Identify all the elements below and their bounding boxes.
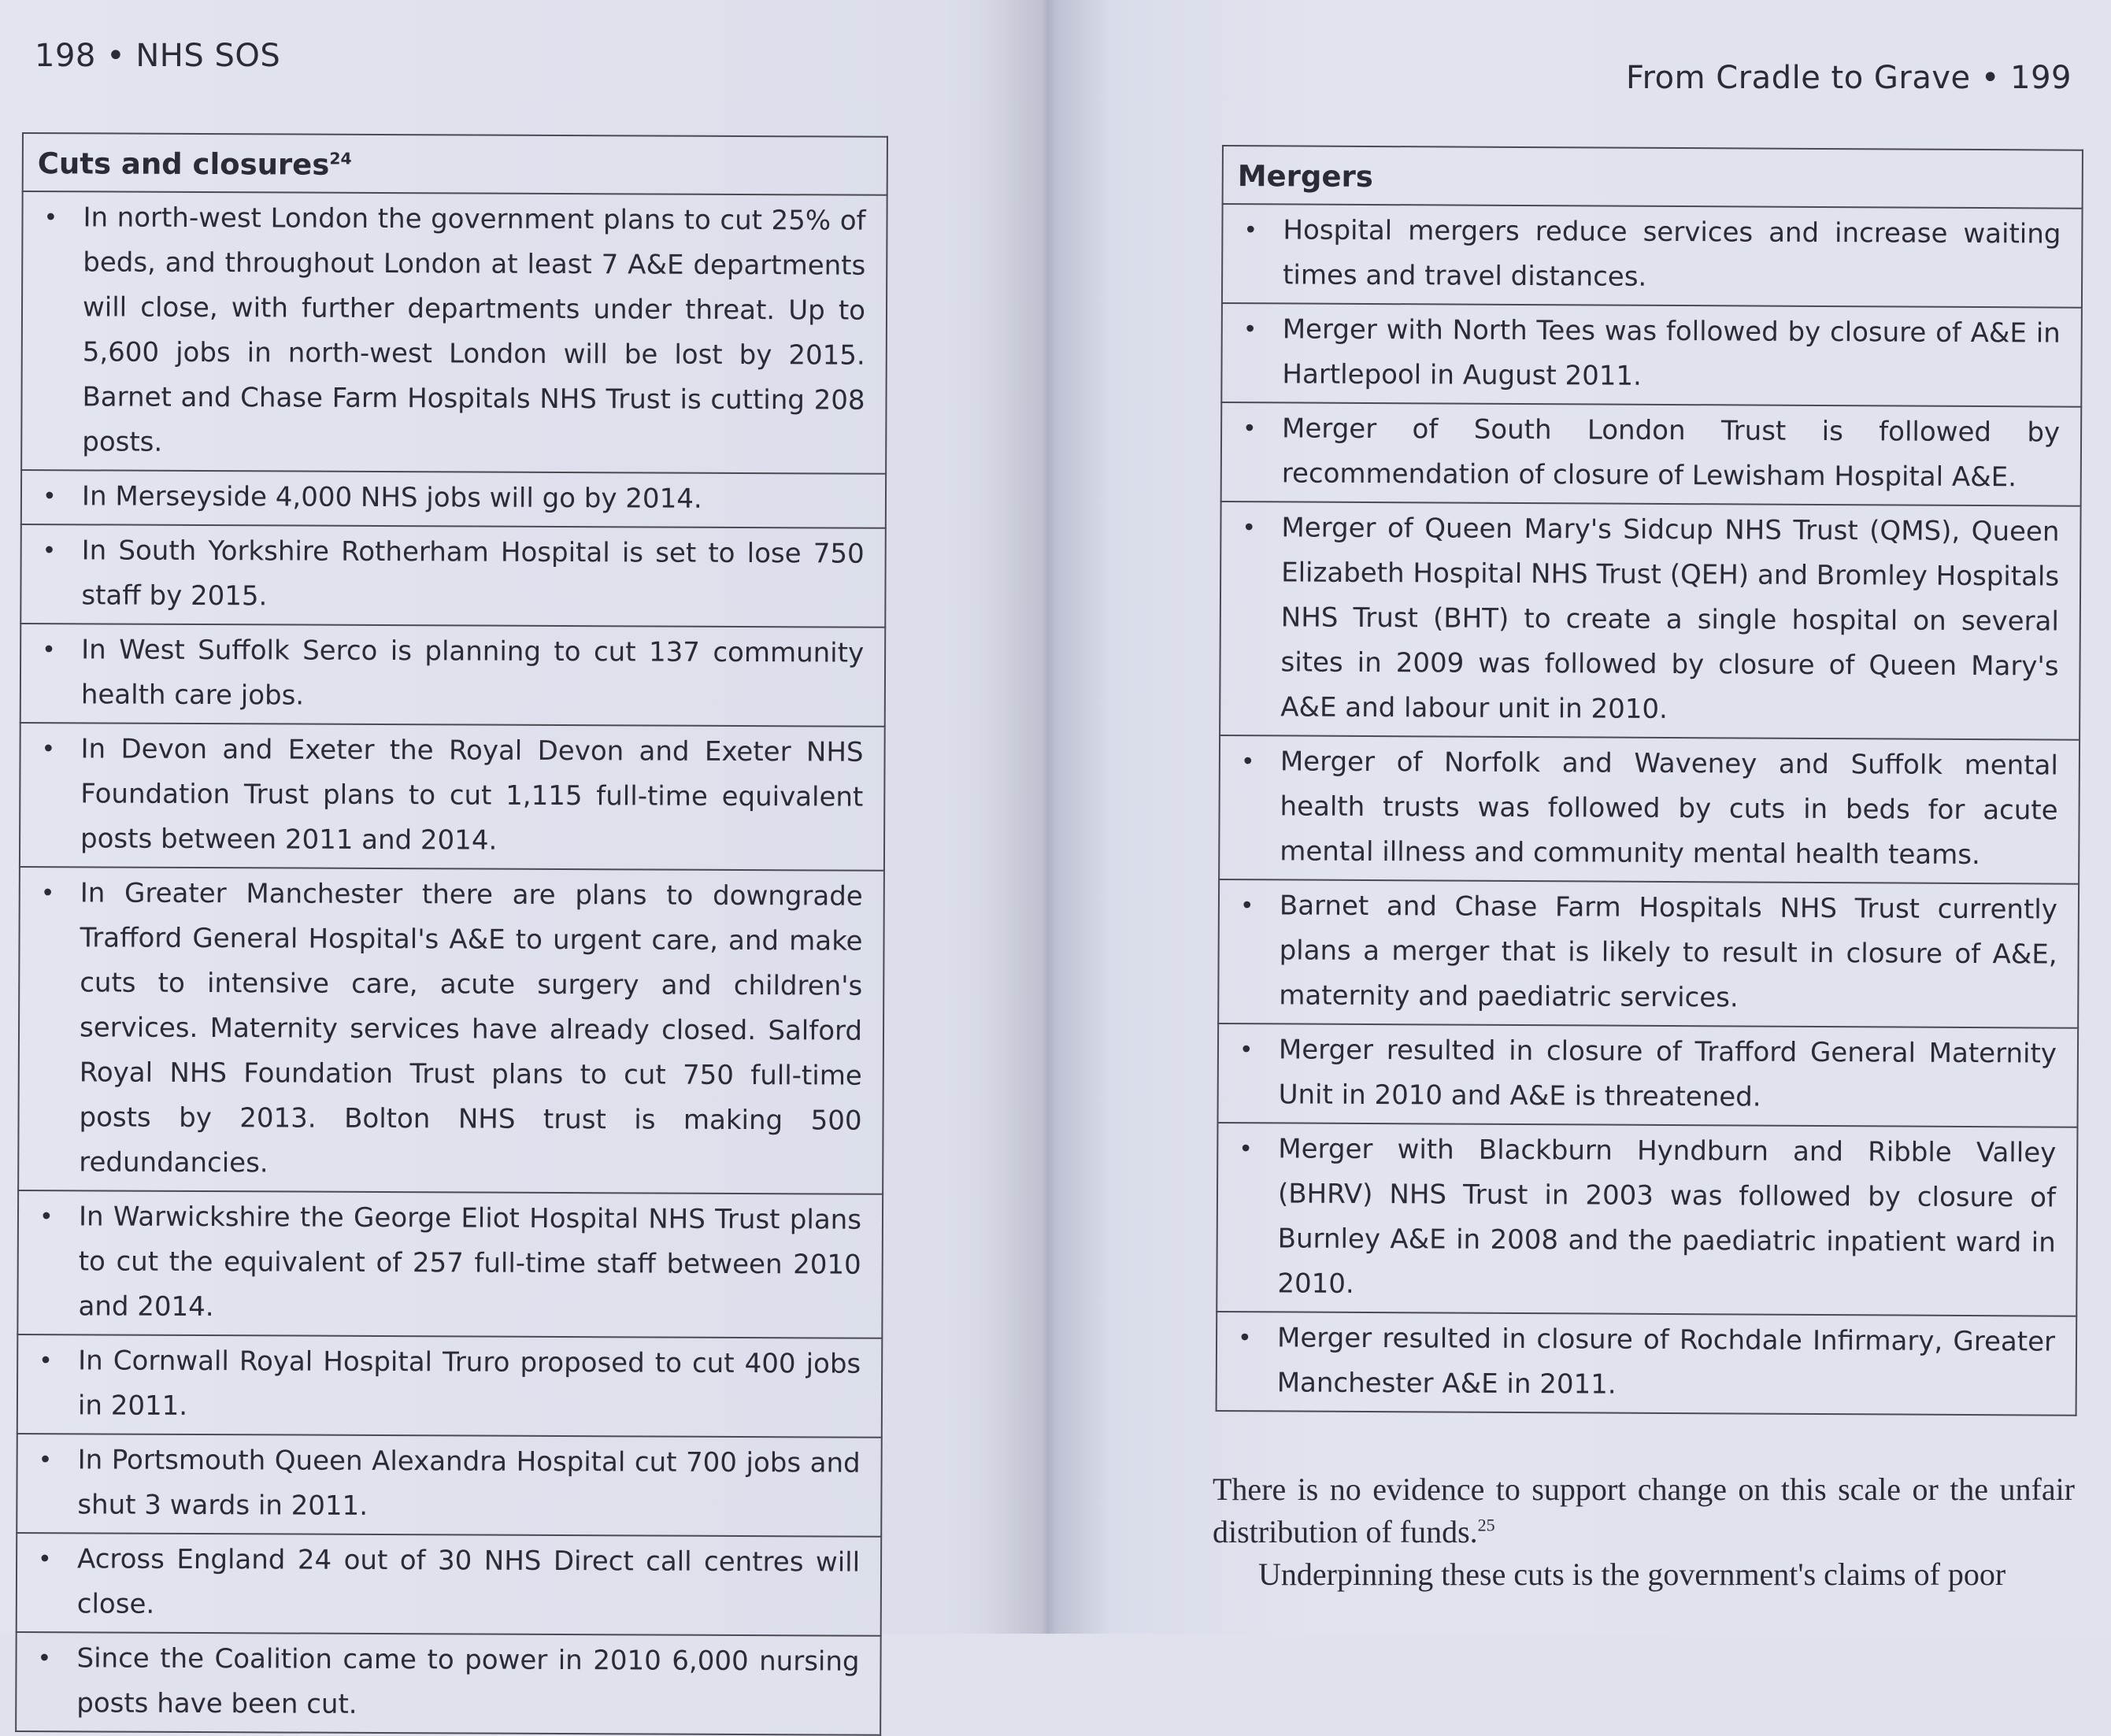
list-item: In Merseyside 4,000 NHS jobs will go by 2014. (81, 480, 702, 515)
bullet-icon: • (37, 1645, 52, 1673)
table-row (1222, 204, 2083, 308)
paragraph: There is no evidence to support change on this scale or the unfair distribution of funds.$^{25}$ (1213, 1471, 2075, 1549)
list-item: Since the Coalition came to power in 2010 6,000 nursing posts have been cut. (76, 1642, 860, 1720)
bullet-icon: • (38, 1545, 52, 1574)
left-page (0, 0, 1047, 1720)
bullet-icon: • (1243, 316, 1257, 344)
bullet-icon: • (38, 1446, 53, 1475)
list-item: Across England 24 out of 30 NHS Direct call centres will close. (76, 1543, 861, 1620)
list-item: Merger with Blackburn Hyndburn and Ribble Valley (BHRV) NHS Trust in 2003 was followed by closure of Burnley A&E in 2008 and the paediatric inpatient ward in 2010. (1277, 1133, 2057, 1300)
bullet-icon: • (1243, 217, 1258, 245)
table-row (1220, 502, 2081, 740)
list-item: In Cornwall Royal Hospital Truro proposed to cut 400 jobs in 2011. (77, 1345, 861, 1422)
mergers-table (1216, 145, 2083, 1416)
table-row (1221, 402, 2082, 506)
bullet-icon: • (43, 204, 58, 232)
list-item: Merger of Queen Mary's Sidcup NHS Trust (QMS), Queen Elizabeth Hospital NHS Trust (QEH) and Bromley Hospitals NHS Trust (BHT) to create a single hospital on several sites in 2009 was followed by closure of Queen Mary's A&E and labour unit in 2010. (1280, 512, 2060, 725)
table-row (20, 723, 885, 871)
mergers-table-title: Mergers (1223, 146, 2083, 209)
bullet-icon: • (41, 735, 56, 764)
list-item: In Warwickshire the George Eliot Hospital NHS Trust plans to cut the equivalent of 257 full-time staff between 2010 and 2014. (78, 1201, 862, 1323)
table-row (20, 624, 886, 727)
table-row (18, 867, 884, 1194)
table-row (1217, 1123, 2077, 1316)
footnote-ref-24: 24 (329, 149, 352, 168)
list-item: Hospital mergers reduce services and increase waiting times and travel distances. (1283, 214, 2061, 293)
list-item: Barnet and Chase Farm Hospitals NHS Trust currently plans a merger that is likely to result in closure of A&E, maternity and paediatric services. (1279, 890, 2058, 1014)
cuts-table-title: Cuts and closures$^{24}$ (23, 133, 887, 195)
table-row (16, 1632, 881, 1735)
table-row (17, 1533, 882, 1636)
list-item: In South Yorkshire Rotherham Hospital is set to lose 750 staff by 2015. (81, 535, 865, 613)
paragraph: Underpinning these cuts is the government's claims of poor (1258, 1556, 2006, 1592)
table-row (17, 1434, 882, 1537)
list-item: In West Suffolk Serco is planning to cut 137 community health care jobs. (80, 634, 865, 712)
bullet-icon: • (42, 636, 56, 664)
table-row (1221, 303, 2082, 407)
bullet-icon: • (39, 1203, 54, 1231)
list-item: Merger of Norfolk and Waveney and Suffolk mental health trusts was followed by cuts in beds for acute mental illness and community mental health teams. (1280, 746, 2058, 872)
table-row (1217, 1312, 2077, 1416)
cuts-and-closures-table (15, 132, 888, 1736)
list-item: Merger resulted in closure of Rochdale Infirmary, Greater Manchester A&E in 2011. (1276, 1322, 2056, 1401)
bullet-icon: • (1240, 748, 1255, 776)
bullet-icon: • (42, 537, 57, 565)
bullet-icon: • (42, 483, 57, 511)
list-item: Merger of South London Trust is followed by recommendation of closure of Lewisham Hospital A&E. (1281, 413, 2061, 494)
list-item: Merger with North Tees was followed by closure of A&E in Hartlepool in August 2011. (1282, 313, 2061, 392)
table-row (17, 1334, 883, 1438)
bullet-icon: • (1239, 1036, 1254, 1064)
footnote-ref-25: 25 (1477, 1515, 1495, 1535)
table-row (1218, 879, 2079, 1028)
bullet-icon: • (1243, 415, 1257, 443)
bullet-icon: • (40, 879, 55, 908)
left-running-head: 198 • NHS SOS (35, 38, 281, 74)
list-item: In Devon and Exeter the Royal Devon and Exeter NHS Foundation Trust plans to cut 1,115 full-time equivalent posts between 2011 and 2014. (80, 733, 864, 857)
table-row (20, 524, 886, 627)
list-item: In north-west London the government plans to cut 25% of beds, and throughout London at least 7 A&E departments will close, with further departments under threat. Up to 5,600 jobs in north-west London will be lost by 2015. Barnet and Chase Farm Hospitals NHS Trust is cutting 208 posts. (82, 202, 866, 458)
table-row (21, 191, 887, 474)
table-row (21, 470, 886, 528)
table-row (1219, 735, 2080, 884)
list-item: In Greater Manchester there are plans to downgrade Trafford General Hospital's A&E to urgent care, and make cuts to intensive care, acute surgery and children's services. Maternity services have already closed. Salford Royal NHS Foundation Trust plans to cut 750 full-time posts by 2013. Bolton NHS trust is making 500 redundancies. (79, 877, 863, 1179)
list-item: Merger resulted in closure of Trafford General Maternity Unit in 2010 and A&E is threatened. (1278, 1034, 2057, 1113)
bullet-icon: • (1237, 1324, 1252, 1353)
list-item: In Portsmouth Queen Alexandra Hospital cut 700 jobs and shut 3 wards in 2011. (77, 1444, 861, 1522)
table-row (1217, 1023, 2078, 1127)
bullet-icon: • (1242, 514, 1257, 542)
bullet-icon: • (1239, 892, 1254, 920)
bullet-icon: • (1239, 1135, 1254, 1164)
right-running-head: From Cradle to Grave • 199 (1625, 60, 2072, 96)
body-text (1213, 1468, 2075, 1596)
table-row (17, 1190, 883, 1338)
bullet-icon: • (39, 1347, 53, 1375)
